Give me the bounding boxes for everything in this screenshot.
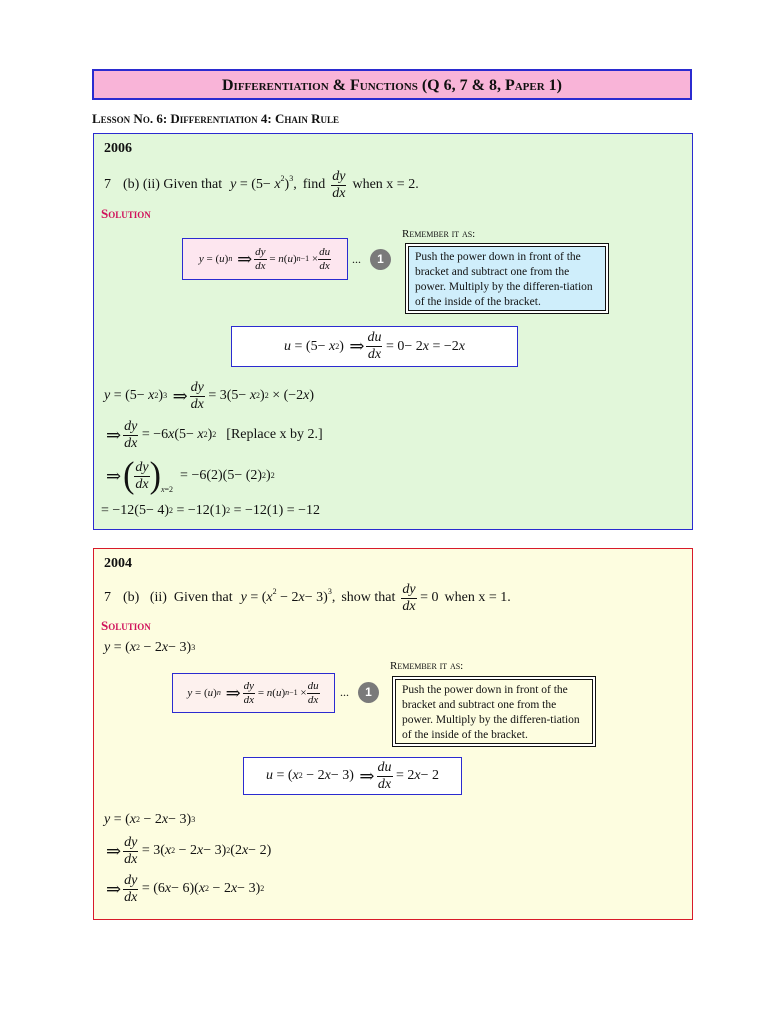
step-number-badge: 1: [358, 682, 379, 703]
question-condition: when x = 2.: [352, 177, 419, 192]
chain-rule-formula: y = ( u ) n ⇒ $\frac{dy}{dx}$ = n ( u ) n−1 × $\frac{du}{dx}$: [172, 673, 335, 713]
question-part: (b) (ii) Given that: [123, 177, 223, 192]
remember-text: Push the power down in front of the bracket and subtract one from the power. Multiply by the differen-tiation of the inside of the bracket.: [408, 246, 606, 311]
working-line-0: y = ( x 2 − 2 x − 3) 3: [104, 640, 196, 655]
question-text: 7 (b) (ii) Given that $y = (x^2 - 2x- 3)^3$, show that $\frac{dy}{dx}$ = 0 when x = 1.: [104, 581, 511, 614]
remember-text: Push the power down in front of the bracket and subtract one from the power. Multiply by the differen-tiation of the inside of the bracket.: [395, 679, 593, 744]
solution-label: Solution: [101, 618, 151, 633]
question-equation: $y = (x^2 - 2x- 3)^3$,: [240, 587, 336, 605]
question-part: (b) (ii) Given that: [123, 590, 233, 605]
lesson-heading: Lesson No. 6: Differentiation 4: Chain Rule: [92, 111, 339, 126]
working-line-1: y = (5− x 2 ) 3 ⇒ $\frac{dy}{dx}$ = 3(5− x 2 ) 2 × (−2 x ): [104, 379, 315, 412]
question-number: 7: [104, 177, 111, 192]
show-word: show that: [341, 590, 396, 605]
question-number: 7: [104, 590, 111, 605]
replace-note: [Replace x by 2.]: [226, 427, 323, 442]
substitution-box: u = ( x 2 − 2 x − 3) ⇒ $\frac{du}{dx}$ = 2 x − 2: [243, 757, 462, 795]
working-line-1: y = ( x 2 − 2 x − 3) 3: [104, 812, 196, 827]
working-line-2: ⇒ $\frac{dy}{dx}$ = 3( x 2 − 2 x − 3) 2 (2 x − 2): [106, 834, 272, 867]
year-label: 2006: [104, 141, 132, 156]
question-text: [104, 167, 419, 203]
working-line-2: ⇒ $\frac{dy}{dx}$ = −6 x (5− x 2 ) 2 [Replace x by 2.]: [106, 418, 323, 451]
remember-label: Remember it as:: [402, 228, 476, 240]
ellipsis: ...: [352, 252, 361, 266]
question-condition: when x = 1.: [444, 590, 511, 605]
working-line-3: ⇒ $\frac{dy}{dx}$ = (6 x − 6)( x 2 − 2 x − 3) 2: [106, 872, 265, 905]
page-title: Differentiation & Functions (Q 6, 7 & 8, Paper 1): [92, 69, 692, 100]
working-line-4: = −12(5− 4) 2 = −12(1) 2 = −12(1) = −12: [101, 503, 321, 518]
derivative-fraction: $\frac{dy}{dx}$: [402, 581, 416, 614]
year-label: 2004: [104, 556, 132, 571]
remember-box: [405, 243, 609, 314]
step-number-badge: 1: [370, 249, 391, 270]
find-word: find: [302, 177, 326, 192]
substitution-box: u = (5− x 2 ) ⇒ $\frac{du}{dx}$ = 0− 2 x = −2 x: [231, 326, 518, 367]
derivative-fraction: $\frac{dy}{dx}$: [332, 168, 346, 201]
ellipsis: ...: [340, 685, 349, 699]
working-line-3: ⇒ ( $\frac{dy}{dx}$ ) x=2 = −6(2)(5− (2) 2 ) 2: [106, 455, 275, 496]
solution-label: Solution: [101, 206, 151, 221]
remember-label: Remember it as:: [390, 660, 464, 672]
question-equation: $y = (5- x^2)^3$,: [230, 174, 297, 192]
chain-rule-formula: y = ( u ) n ⇒ $\frac{dy}{dx}$ = n ( u ) n−1 × $\frac{du}{dx}$: [182, 238, 348, 280]
remember-box: [392, 676, 596, 747]
